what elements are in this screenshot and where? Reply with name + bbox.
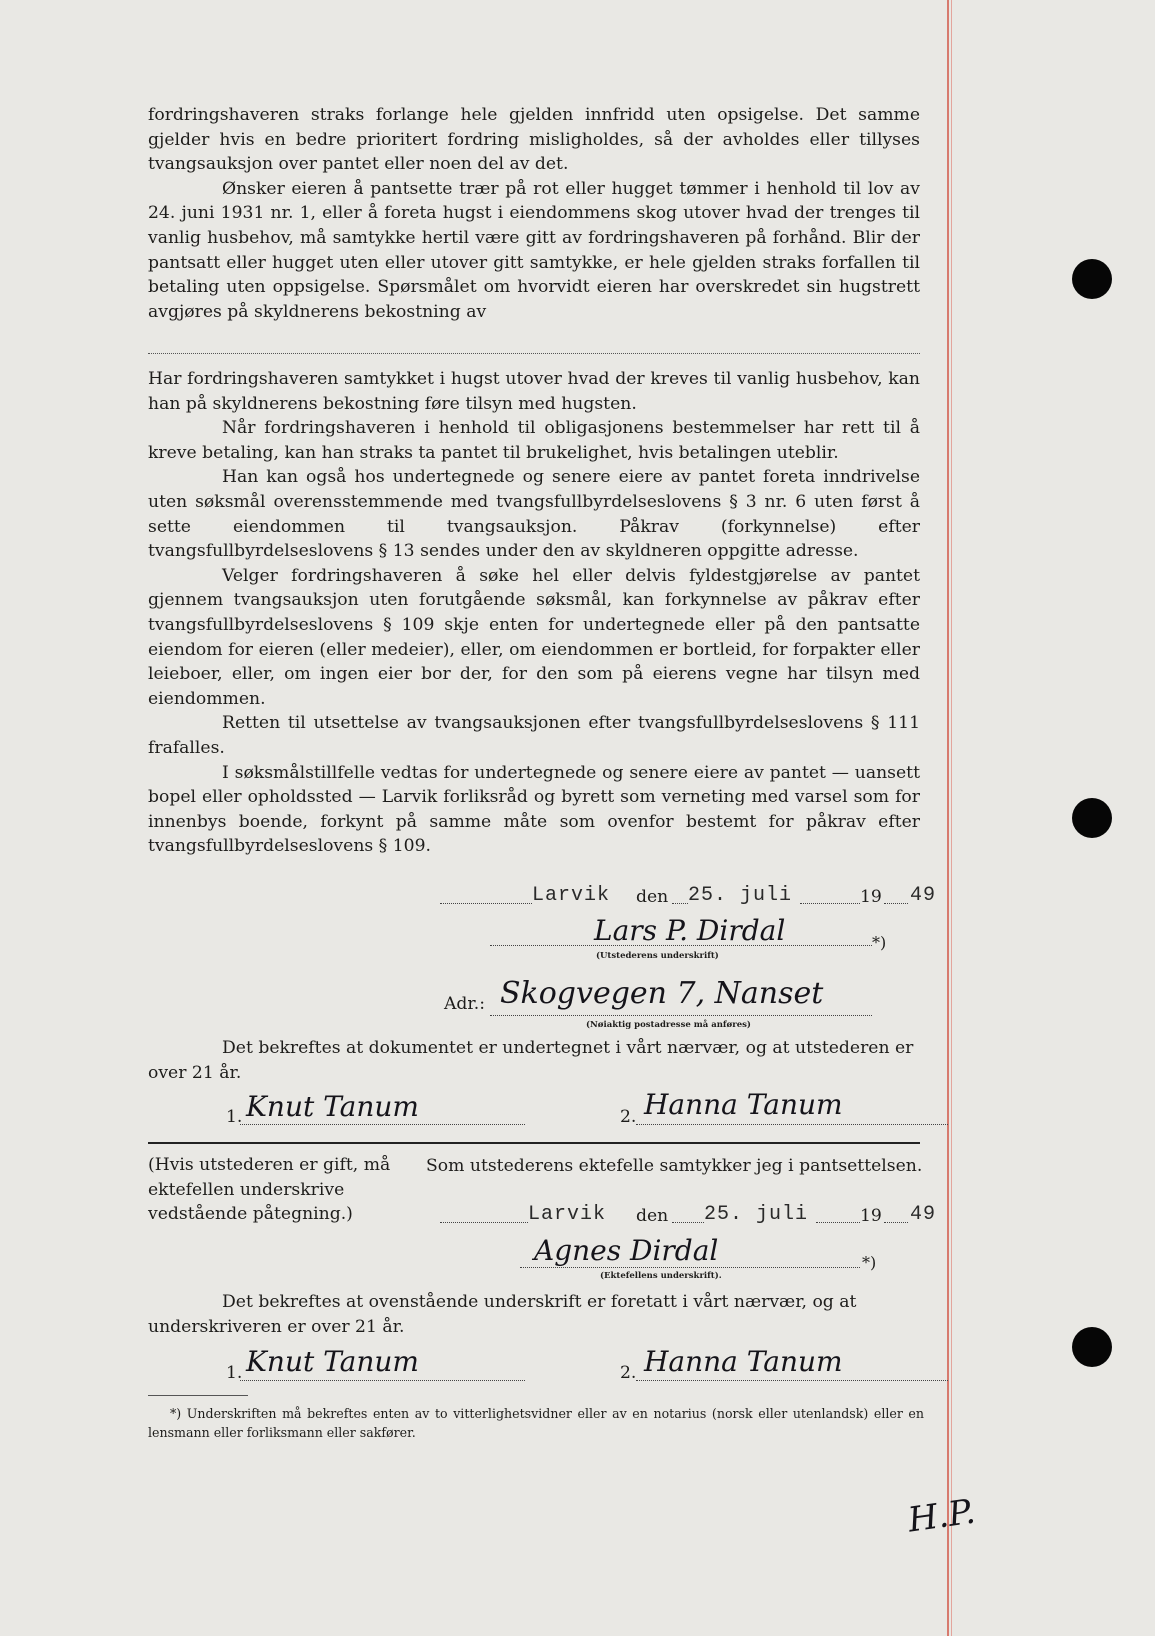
body-text-top bbox=[148, 103, 920, 324]
punch-hole-middle bbox=[1072, 798, 1112, 838]
witness-number: 1. bbox=[226, 1363, 243, 1383]
witness-signature: Knut Tanum bbox=[246, 1345, 419, 1378]
witness-signature: Hanna Tanum bbox=[644, 1345, 843, 1378]
issuer-signature: Lars P. Dirdal bbox=[594, 914, 786, 947]
body-text-main bbox=[148, 367, 920, 859]
paragraph: Har fordringshaveren samtykket i hugst utover hvad der kreves til vanlig husbehov, kan han på skyldnerens bekostning føre tilsyn med hugsten. bbox=[148, 369, 920, 414]
witness-number: 2. bbox=[620, 1363, 637, 1383]
punch-hole-top bbox=[1072, 259, 1112, 299]
spouse-consent: Som utstederens ektefelle samtykker jeg i pantsettelsen. bbox=[426, 1156, 923, 1176]
spouse-signature-caption: (Ektefellens underskrift). bbox=[600, 1271, 722, 1281]
den-label: den bbox=[636, 1206, 669, 1226]
year-suffix: 49 bbox=[910, 884, 937, 907]
signature-star: *) bbox=[862, 1253, 877, 1272]
punch-hole-bottom bbox=[1072, 1327, 1112, 1367]
den-label: den bbox=[636, 887, 669, 907]
year-prefix: 19 bbox=[860, 887, 882, 907]
paragraph: Retten til utsettelse av tvangsauksjonen efter tvangsfullbyrdelseslovens § 111 frafalles. bbox=[148, 713, 920, 758]
witness-signature: Hanna Tanum bbox=[644, 1088, 843, 1121]
handwritten-initials: H.P. bbox=[905, 1491, 978, 1541]
place-field: Larvik bbox=[532, 884, 611, 907]
place-field: Larvik bbox=[528, 1203, 607, 1226]
witness-signature: Knut Tanum bbox=[246, 1090, 419, 1123]
paragraph: Velger fordringshaveren å søke hel eller delvis fyldestgjørelse av pantet gjennem tvangsauksjon uten forutgående søksmål, kan forkynnelse av påkrav efter tvangsfullbyrdelseslovens § 109 skje enten for undertegnede eller på den pantsatte eiendom for eieren (eller medeier), eller, om eiendommen er bortleid, for forpakter eller leieboer, eller, om ingen eier bor der, for den som på eierens vegne har tilsyn med eiendommen. bbox=[148, 565, 920, 709]
footnote: *) Underskriften må bekreftes enten av to vitterlighetsvidner eller av en notarius (norsk eller utenlandsk) eller en lensmann eller forliksmann eller sakfører. bbox=[148, 1406, 924, 1440]
paragraph: Han kan også hos undertegnede og senere eiere av pantet foreta inndrivelse uten søksmål overensstemmende med tvangsfullbyrdelseslovens § 3 nr. 6 uten først å sette eiendommen til tvangsauksjon. Påkrav (forkynnelse) efter tvangsfullbyrdelseslovens § 13 sendes under den av skyldneren oppgitte adresse. bbox=[148, 467, 920, 562]
signature-star: *) bbox=[872, 933, 887, 952]
spouse-signature: Agnes Dirdal bbox=[534, 1234, 719, 1267]
address-label: Adr.: bbox=[444, 994, 485, 1014]
issuer-address: Skogvegen 7, Nanset bbox=[500, 976, 824, 1011]
paragraph: I søksmålstillfelle vedtas for undertegnede og senere eiere av pantet — uansett bopel eller opholdssted — Larvik forliksråd og byrett som verneting med varsel som for innenbys boende, forkynt på samme måte som ovenfor bestemt for påkrav efter tvangsfullbyrdelseslovens § 109. bbox=[148, 762, 920, 857]
year-prefix: 19 bbox=[860, 1206, 882, 1226]
day-month-field: 25. juli bbox=[688, 884, 793, 907]
footnote-rule bbox=[148, 1395, 248, 1396]
witness-number: 2. bbox=[620, 1107, 637, 1127]
witness-statement-1: Det bekreftes at dokumentet er undertegnet i vårt nærvær, og at utstederen er over 21 år. bbox=[148, 1038, 914, 1083]
blank-dotted-line bbox=[148, 353, 920, 354]
paragraph: Når fordringshaveren i henhold til obligasjonens bestemmelser har rett til å kreve betaling, kan han straks ta pantet til brukelighet, hvis betalingen uteblir. bbox=[148, 418, 920, 463]
paragraph: fordringshaveren straks forlange hele gjelden innfridd uten opsigelse. Det samme gjelder hvis en bedre prioritert fordring misligholdes, så der avholdes eller tillyses tvangsauksjon over pantet eller noen del av det. bbox=[148, 105, 920, 175]
year-suffix: 49 bbox=[910, 1203, 937, 1226]
address-caption: (Nøiaktig postadresse må anføres) bbox=[586, 1020, 751, 1030]
witness-statement-2: Det bekreftes at ovenstående underskrift er foretatt i vårt nærvær, og at underskriveren er over 21 år. bbox=[148, 1292, 857, 1337]
red-margin-line-faint bbox=[951, 0, 952, 1636]
paragraph: Ønsker eieren å pantsette trær på rot eller hugget tømmer i henhold til lov av 24. juni 1931 nr. 1, eller å foreta hugst i eiendommens skog utover hvad der trenges til vanlig husbehov, må samtykke hertil være gitt av fordringshaveren på forhånd. Blir der pantsatt eller hugget uten eller utover gitt samtykke, er hele gjelden straks forfallen til betaling uten oppsigelse. Spørsmålet om hvorvidt eieren har overskredet sin hugstrett avgjøres på skyldnerens bekostning av bbox=[148, 178, 920, 322]
red-margin-line bbox=[947, 0, 949, 1636]
spouse-note: (Hvis utstederen er gift, må ektefellen underskrive vedstående påtegning.) bbox=[148, 1155, 391, 1225]
witness-number: 1. bbox=[226, 1107, 243, 1127]
issuer-signature-caption: (Utstederens underskrift) bbox=[596, 951, 719, 961]
section-divider bbox=[148, 1142, 920, 1144]
day-month-field: 25. juli bbox=[704, 1203, 809, 1226]
